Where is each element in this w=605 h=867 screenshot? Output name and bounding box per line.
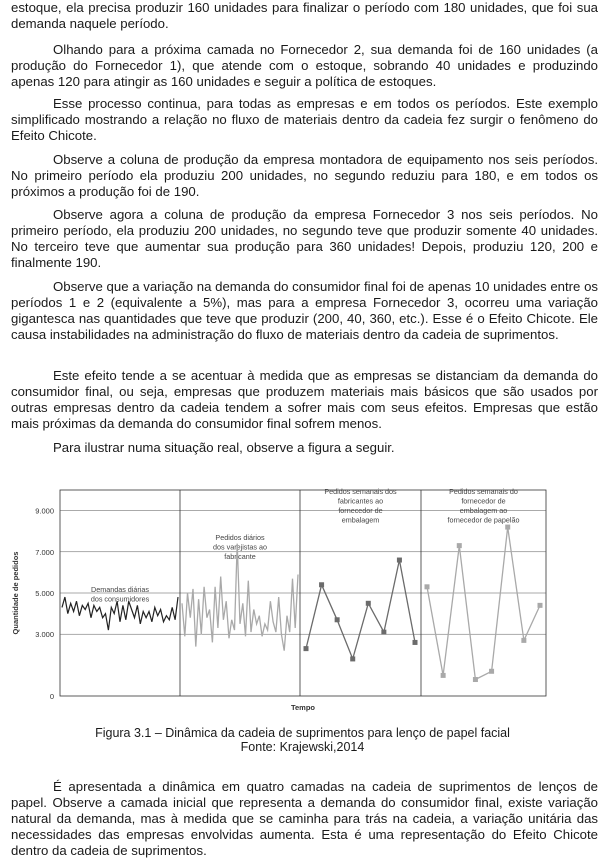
panel-label: Pedidos semanais do <box>449 487 518 496</box>
panel-label: fabricantes ao <box>337 496 384 506</box>
y-axis-label: Quantidade de pedidos <box>11 551 20 635</box>
paragraph-3: Esse processo continua, para todas as empresas e em todos os períodos. Este exemplo simplificado mostrando a relação no fluxo de materiais dentro da cadeia fez surgir o fenômeno do Efeito Chicote. <box>11 96 598 144</box>
y-tick-label: 0 <box>49 692 54 701</box>
data-point <box>397 558 402 563</box>
series-line <box>427 527 540 679</box>
data-point <box>505 525 510 530</box>
panel-label: fornecedor de papelão <box>447 515 520 525</box>
paragraph-2: Olhando para a próxima camada no Fornecedor 2, sua demanda foi de 160 unidades (a produção do Fornecedor 1), que atende com o estoque, sobrando 40 unidades e produzindo apenas 120 para atingir as 160 unidades e seguir a política de estoques. <box>11 42 598 90</box>
data-point <box>319 582 324 587</box>
data-point <box>381 630 386 635</box>
paragraph-8: Para ilustrar numa situação real, observe a figura a seguir. <box>53 440 395 455</box>
y-tick-label: 9.000 <box>35 506 54 516</box>
figure-source: Fonte: Krajewski,2014 <box>240 740 365 754</box>
panel-label: dos varejistas ao <box>213 542 267 552</box>
panel-label: Pedidos diários <box>215 533 265 542</box>
paragraph-7: Este efeito tende a se acentuar à medida que as empresas se distanciam da demanda do consumidor final, ou seja, empresas que produzem materiais mais básicos que são usados por outras empresas dentro da cadeia tendem a sofrer mais com seus efeitos. Empresas que estão mais próximas da demanda do consumidor final sofrem menos. <box>11 368 598 432</box>
figure-caption: Figura 3.1 – Dinâmica da cadeia de suprimentos para lenço de papel facial <box>95 726 510 740</box>
supply-chain-chart <box>0 482 605 722</box>
data-point <box>538 603 543 608</box>
x-axis-label: Tempo <box>290 703 316 712</box>
data-point <box>473 677 478 682</box>
y-tick-label: 3.000 <box>35 630 54 640</box>
data-point <box>304 646 309 651</box>
paragraph-9: É apresentada a dinâmica em quatro camadas na cadeia de suprimentos de lenços de papel. Observe a camada inicial que representa a demanda do consumidor final, existe variação natural da demanda, mas à medida que se caminha para trás na cadeia, a variação unitária das necessidades das empresas envolvidas aumenta. Esta é uma representação do Efeito Chicote dentro da cadeia de suprimentos. <box>11 779 598 859</box>
panel-label: Demandas diárias <box>91 585 149 594</box>
data-point <box>425 584 430 589</box>
paragraph-5: Observe agora a coluna de produção da empresa Fornecedor 3 nos seis períodos. No primeiro período, ela produziu 200 unidades, no segundo teve que produzir somente 40 unidades. No terceiro teve que aumentar sua produção para 360 unidades! Depois, produziu 120, 200 e finalmente 190. <box>11 207 598 271</box>
data-point <box>489 669 494 674</box>
panel-label: fabricante <box>224 552 256 561</box>
panel-label: Pedidos semanais dos <box>324 487 397 496</box>
data-point <box>413 640 418 645</box>
paragraph-6: Observe que a variação na demanda do consumidor final foi de apenas 10 unidades entre os períodos 1 e 2 (equivalente a 5%), mas para a empresa Fornecedor 3, ocorreu uma variação gigantesca nas quantidades que teve que produzir (200, 40, 360, etc.). Esse é o Efeito Chicote. Ele causa instabilidades na administração do fluxo de materiais dentro da cadeia de suprimentos. <box>11 279 598 343</box>
data-point <box>335 617 340 622</box>
data-point <box>366 601 371 606</box>
data-point <box>441 673 446 678</box>
y-tick-label: 7.000 <box>35 547 54 557</box>
series-line <box>306 560 415 659</box>
panel-label: dos consumidores <box>90 594 150 604</box>
data-point <box>350 656 355 661</box>
panel-label: fornecedor de <box>461 496 506 506</box>
paragraph-1: estoque, ela precisa produzir 160 unidades para finalizar o período com 180 unidades, que foi sua demanda naquele período. <box>11 0 598 32</box>
data-point <box>521 638 526 643</box>
y-tick-label: 5.000 <box>35 589 54 598</box>
panel-label: embalagem ao <box>459 506 508 515</box>
data-point <box>457 543 462 548</box>
panel-label: embalagem <box>341 515 380 525</box>
paragraph-4: Observe a coluna de produção da empresa montadora de equipamento nos seis períodos. No primeiro período ela produziu 200 unidades, no segundo reduziu para 180, e em todos os próximos a produção foi de 190. <box>11 152 598 200</box>
panel-label: fornecedor de <box>338 506 383 515</box>
